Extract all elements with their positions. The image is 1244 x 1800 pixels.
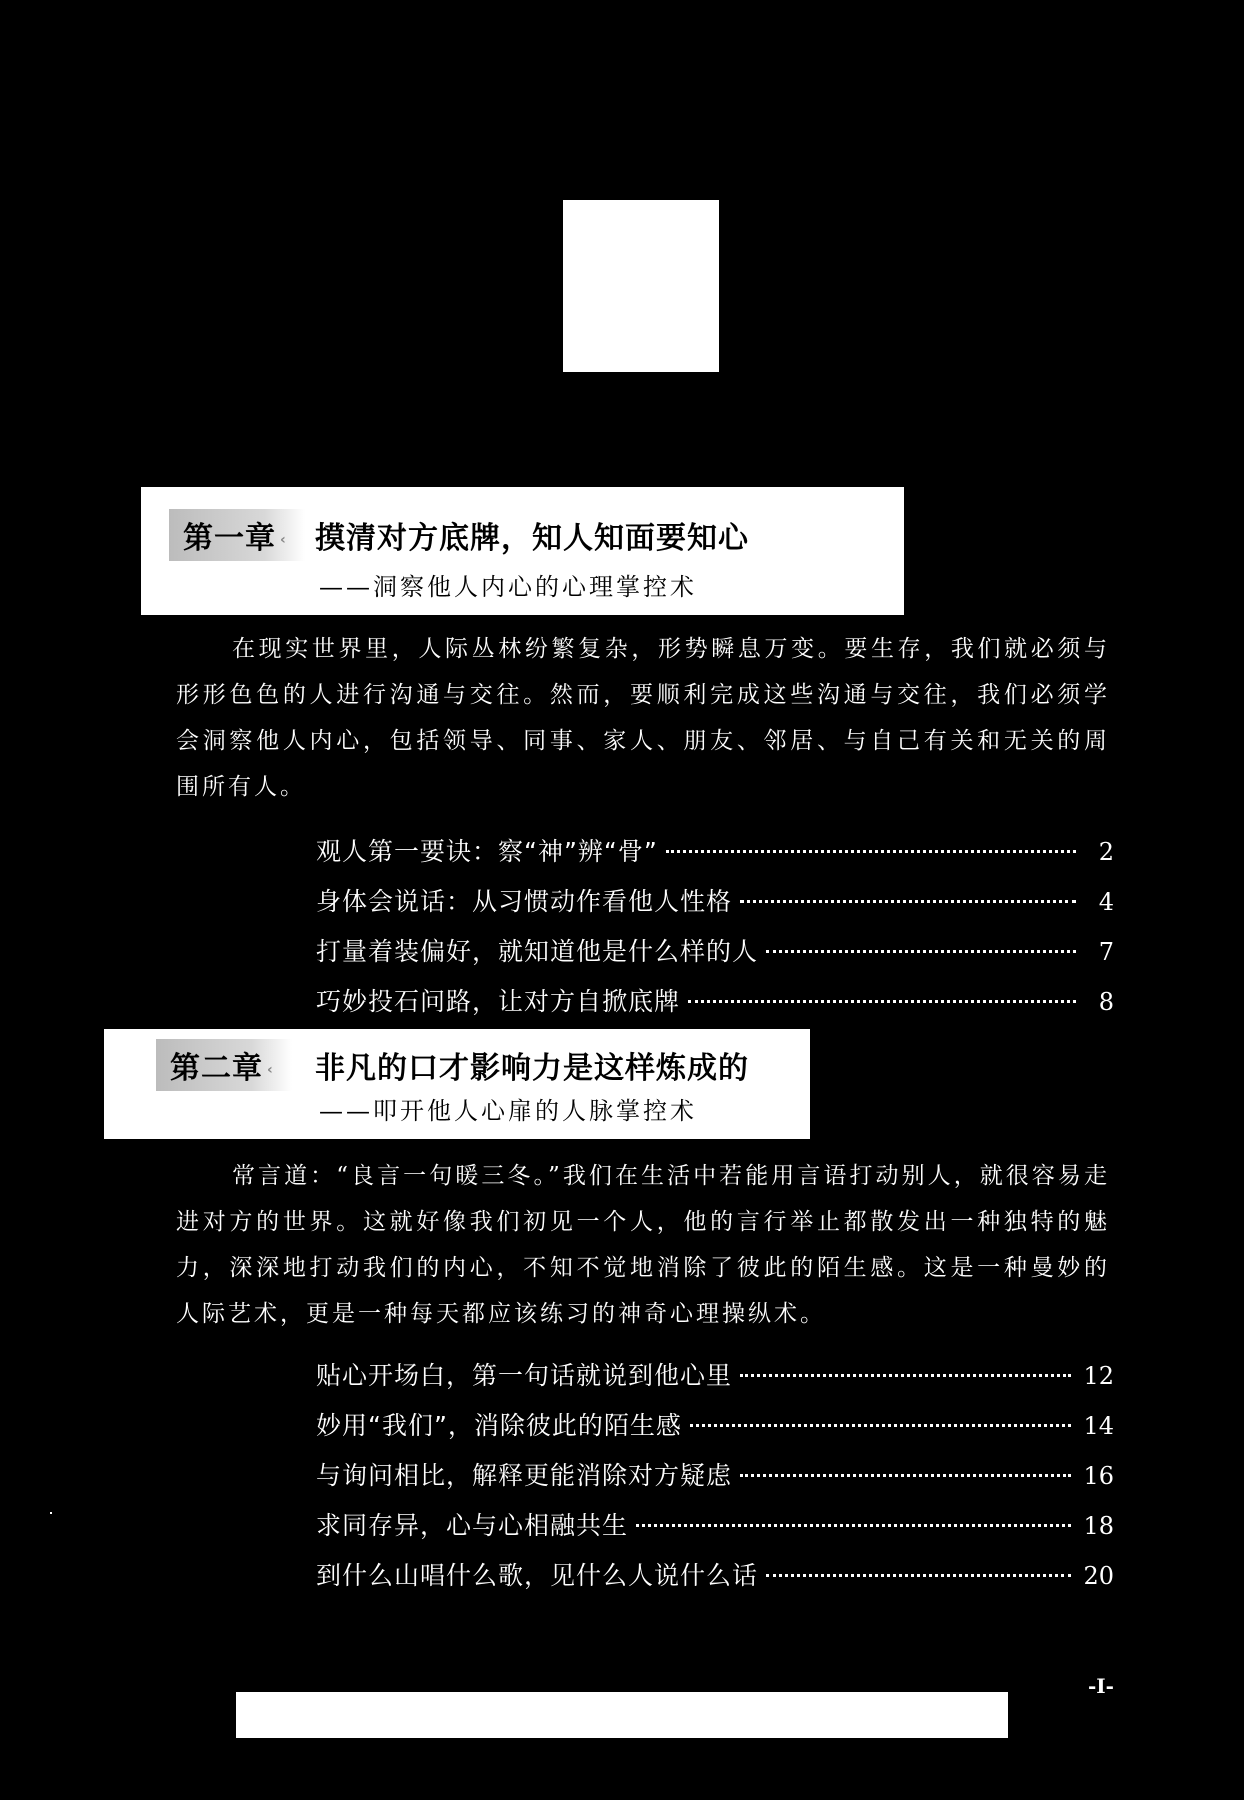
toc-entry-title: 巧妙投石问路，让对方自掀底牌 [316, 987, 681, 1016]
toc-entry[interactable] [316, 1356, 1114, 1406]
toc-entry-page: 14 [1083, 1412, 1114, 1440]
toc-entry-page: 7 [1098, 938, 1114, 966]
stray-mark [50, 1512, 52, 1514]
toc-dot-leader [766, 1574, 1071, 1577]
toc-entry-page: 4 [1098, 888, 1114, 916]
toc-entry[interactable] [316, 1556, 1114, 1606]
toc-entry[interactable] [316, 1506, 1114, 1556]
toc-entry[interactable] [316, 882, 1114, 932]
blank-footer-area [236, 1692, 1008, 1738]
toc-dot-leader [690, 1424, 1072, 1427]
toc-dot-leader [740, 900, 1076, 903]
chapter-2-subtitle: ——叩开他人心扉的人脉掌控术 [319, 1097, 697, 1125]
toc-entry-title: 贴心开场白，第一句话就说到他心里 [316, 1361, 733, 1390]
toc-entry[interactable] [316, 982, 1114, 1032]
chapter-1-banner [141, 487, 904, 615]
blank-image-area [563, 200, 719, 372]
chapter-1-intro: 在现实世界里，人际丛林纷繁复杂，形势瞬息万变。要生存，我们就必须与形形色色的人进行沟通与交往。然而，要顺利完成这些沟通与交往，我们必须学会洞察他人内心，包括领导、同事、家人、朋友、邻居、与自己有关和无关的周围所有人。 [176, 636, 1110, 800]
chapter-label-tail-icon: ‹ [267, 1061, 274, 1078]
chapter-1-title: 摸清对方底牌，知人知面要知心 [315, 521, 749, 556]
toc-entry-title: 与询问相比，解释更能消除对方疑虑 [316, 1461, 733, 1490]
chapter-2-toc [316, 1356, 1114, 1606]
chapter-2-label-text: 第二章 [170, 1051, 263, 1086]
chapter-1-subtitle: ——洞察他人内心的心理掌控术 [319, 573, 697, 601]
page-number: -I- [1088, 1674, 1114, 1698]
toc-entry-page: 18 [1083, 1512, 1114, 1540]
toc-entry-page: 20 [1083, 1562, 1114, 1590]
toc-entry[interactable] [316, 1456, 1114, 1506]
chapter-label-tail-icon: ‹ [280, 531, 287, 548]
toc-entry[interactable] [316, 832, 1114, 882]
toc-entry-page: 12 [1083, 1362, 1114, 1390]
toc-dot-leader [766, 950, 1076, 953]
toc-entry-title: 妙用“我们”，消除彼此的陌生感 [316, 1411, 682, 1440]
toc-entry-title: 观人第一要诀：察“神”辨“骨” [316, 837, 658, 866]
toc-entry[interactable] [316, 1406, 1114, 1456]
chapter-2-title: 非凡的口才影响力是这样炼成的 [315, 1051, 749, 1086]
toc-entry-page: 16 [1083, 1462, 1114, 1490]
toc-entry-title: 求同存异，心与心相融共生 [316, 1511, 629, 1540]
chapter-1-label [169, 509, 305, 561]
chapter-1-label-text: 第一章 [183, 521, 276, 556]
toc-entry-title: 到什么山唱什么歌，见什么人说什么话 [316, 1561, 759, 1590]
toc-dot-leader [740, 1374, 1071, 1377]
chapter-2-banner [104, 1029, 810, 1139]
toc-dot-leader [688, 1000, 1076, 1003]
toc-dot-leader [666, 850, 1076, 853]
toc-entry-title: 打量着装偏好，就知道他是什么样的人 [316, 937, 759, 966]
toc-entry-page: 2 [1098, 838, 1114, 866]
chapter-2-label [156, 1039, 292, 1091]
toc-entry-title: 身体会说话：从习惯动作看他人性格 [316, 887, 733, 916]
toc-dot-leader [740, 1474, 1071, 1477]
chapter-1-toc [316, 832, 1114, 1032]
toc-entry-page: 8 [1098, 988, 1114, 1016]
chapter-2-intro: 常言道：“良言一句暖三冬。”我们在生活中若能用言语打动别人，就很容易走进对方的世界。这就好像我们初见一个人，他的言行举止都散发出一种独特的魅力，深深地打动我们的内心，不知不觉地消除了彼此的陌生感。这是一种曼妙的人际艺术，更是一种每天都应该练习的神奇心理操纵术。 [176, 1163, 1110, 1327]
toc-entry[interactable] [316, 932, 1114, 982]
toc-dot-leader [636, 1524, 1071, 1527]
